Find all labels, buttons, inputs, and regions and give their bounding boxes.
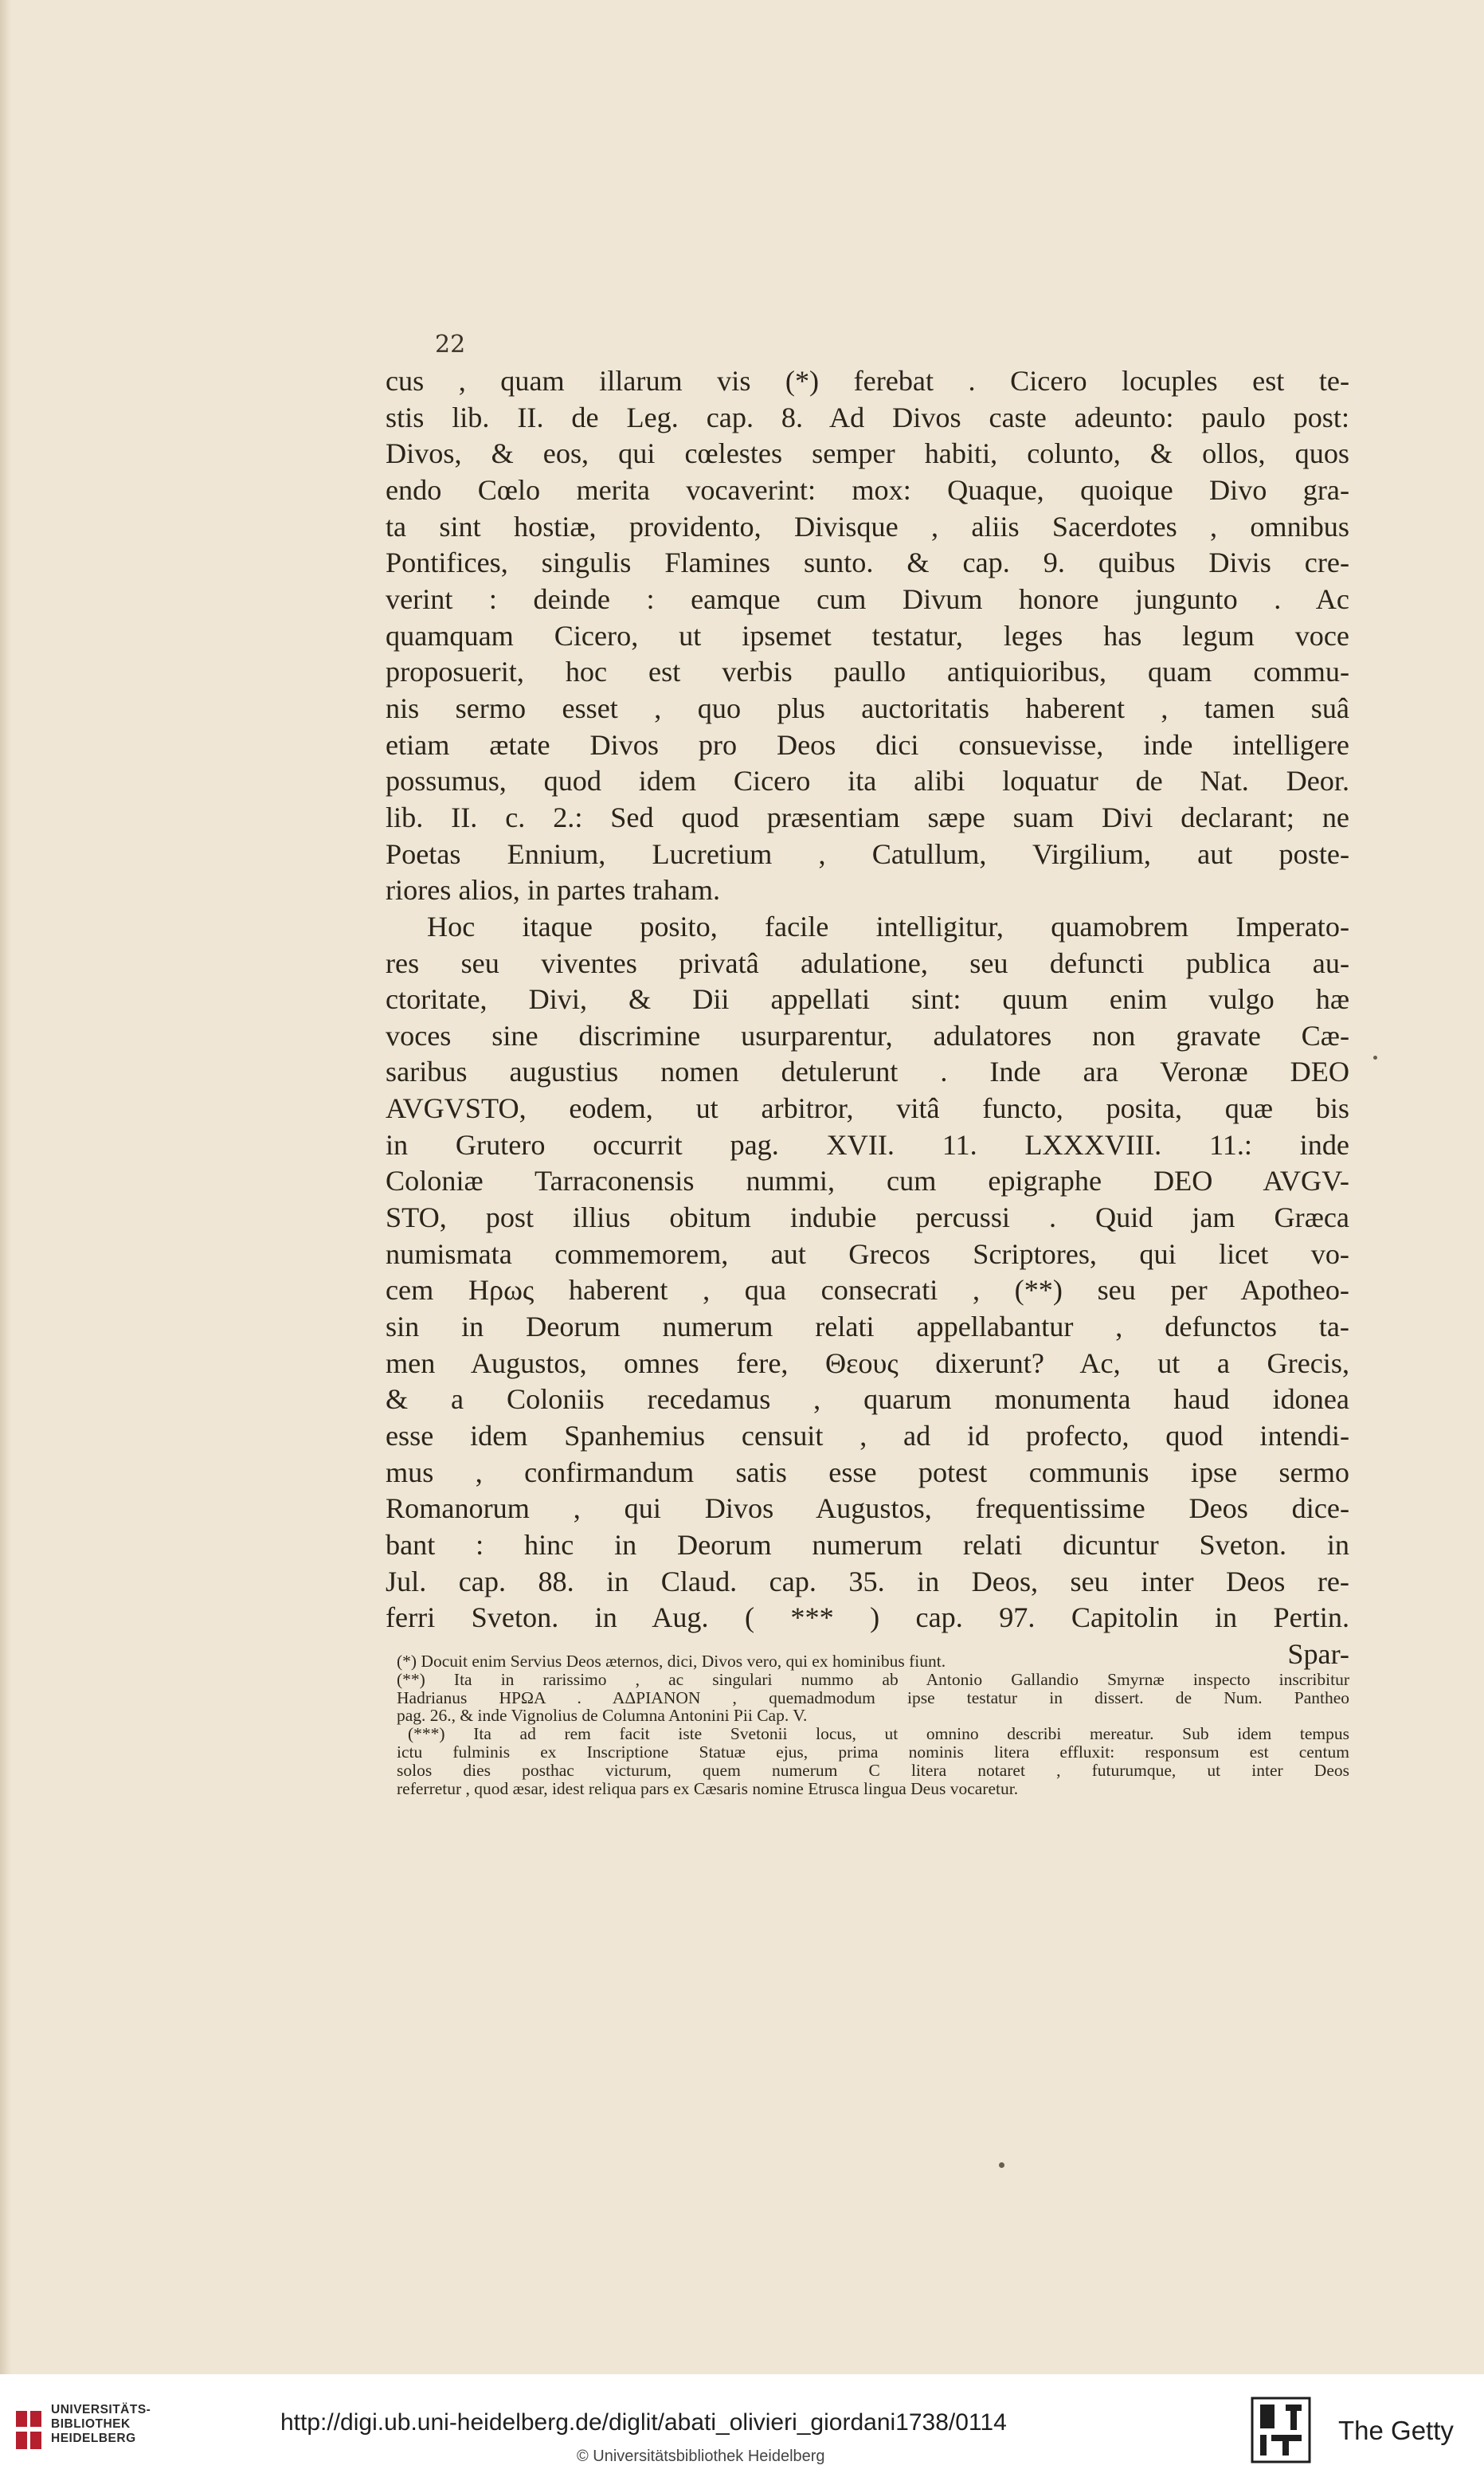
- catchword: Spar-: [1287, 1637, 1349, 1670]
- text-line: ferri Sveton. in Aug. ( *** ) cap. 97. Capitolin in Pertin.: [386, 1601, 1349, 1634]
- text-line: endo Cœlo merita vocaverint: mox: Quaque, quoique Divo gra-: [386, 473, 1349, 506]
- text-line: bant : hinc in Deorum numerum relati dicuntur Sveton. in: [386, 1529, 1349, 1561]
- text-line: verint : deinde : eamque cum Divum honore jungunto . Ac: [386, 582, 1349, 615]
- text-line: riores alios, in partes traham.: [386, 874, 721, 907]
- text-line: sin in Deorum numerum relati appellabantur , defunctos ta-: [386, 1311, 1349, 1343]
- text-line: men Augustos, omnes fere, Θεους dixerunt? Ac, ut a Grecis,: [386, 1346, 1349, 1379]
- footnote-line: pag. 26., & inde Vignolius de Columna Antonini Pii Cap. V.: [397, 1706, 808, 1726]
- footnote-line: (**) Ita in rarissimo , ac singulari nummo ab Antonio Gallandio Smyrnæ inspecto inscribitur: [397, 1669, 1349, 1689]
- scan-speck: [1373, 1056, 1377, 1060]
- scan-speck: [999, 2162, 1004, 2168]
- text-line: Divos, & eos, qui cœlestes semper habiti, colunto, & ollos, quos: [386, 437, 1349, 470]
- text-line: Jul. cap. 88. in Claud. cap. 35. in Deos, seu inter Deos re-: [386, 1565, 1349, 1597]
- text-line: nis sermo esset , quo plus auctoritatis haberent , tamen suâ: [386, 692, 1349, 724]
- page-left-edge: [0, 0, 11, 2374]
- text-line: cus , quam illarum vis (*) ferebat . Cicero locuples est te-: [386, 365, 1349, 397]
- text-line: res seu viventes privatâ adulatione, seu defuncti publica au-: [386, 947, 1349, 979]
- copyright-notice: © Universitätsbibliothek Heidelberg: [577, 2448, 825, 2465]
- text-line: possumus, quod idem Cicero ita alibi loquatur de Nat. Deor.: [386, 765, 1349, 798]
- text-line: lib. II. c. 2.: Sed quod præsentiam sæpe suam Divi declarant; ne: [386, 801, 1349, 833]
- footnote-line: ictu fulminis ex Inscriptione Statuæ ejus, prima nominis litera effluxit: responsum est centum: [397, 1742, 1349, 1762]
- footnotes: [397, 1652, 1349, 1797]
- text-line: esse idem Spanhemius censuit , ad id profecto, quod intendi-: [386, 1420, 1349, 1452]
- footnote-line: solos dies posthac victurum, quem numerum C litera notaret , futurumque, ut inter Deos: [397, 1760, 1349, 1780]
- text-line: Romanorum , qui Divos Augustos, frequentissime Deos dice-: [386, 1492, 1349, 1525]
- text-line: Coloniæ Tarraconensis nummi, cum epigraphe DEO AVGV-: [386, 1165, 1349, 1197]
- partner-name: The Getty: [1338, 2416, 1454, 2445]
- text-line: AVGVSTO, eodem, ut arbitror, vitâ functo, posita, quæ bis: [386, 1092, 1349, 1125]
- footnote-line: referretur , quod æsar, idest reliqua pars ex Cæsaris nomine Etrusca lingua Deus vocaretur.: [397, 1778, 1019, 1798]
- text-line: Pontifices, singulis Flamines sunto. & cap. 9. quibus Divis cre-: [386, 547, 1349, 579]
- footnote-line: (***) Ita ad rem facit iste Svetonii locus, ut omnino describi mereatur. Sub idem tempus: [408, 1724, 1349, 1744]
- university-logo-icon: [13, 2406, 45, 2454]
- text-line: voces sine discrimine usurparentur, adulatores non gravate Cæ-: [386, 1019, 1349, 1052]
- text-line: Hoc itaque posito, facile intelligitur, quamobrem Imperato-: [427, 910, 1349, 943]
- text-line: & a Coloniis recedamus , quarum monumenta haud idonea: [386, 1383, 1349, 1416]
- page-number: 22: [435, 331, 466, 359]
- text-line: quamquam Cicero, ut ipsemet testatur, leges has legum voce: [386, 619, 1349, 652]
- text-line: Poetas Ennium, Lucretium , Catullum, Virgilium, aut poste-: [386, 837, 1349, 870]
- text-line: ta sint hostiæ, providento, Divisque , aliis Sacerdotes , omnibus: [386, 510, 1349, 543]
- text-line: in Grutero occurrit pag. XVII. 11. LXXXVIII. 11.: inde: [386, 1128, 1349, 1161]
- footnote-line: (*) Docuit enim Servius Deos æternos, dici, Divos vero, qui ex hominibus fiunt.: [397, 1652, 946, 1671]
- text-line: STO, post illius obitum indubie percussi . Quid jam Græca: [386, 1201, 1349, 1234]
- text-line: mus , confirmandum satis esse potest communis ipse sermo: [386, 1456, 1349, 1488]
- institution-name: UNIVERSITÄTS- BIBLIOTHEK HEIDELBERG: [51, 2403, 151, 2445]
- footnote-line: Hadrianus ΗΡΩΑ . ΑΔΡΙΑΝΟΝ , quemadmodum ipse testatur in dissert. de Num. Pantheo: [397, 1687, 1349, 1707]
- text-line: etiam ætate Divos pro Deos dici consuevisse, inde intelligere: [386, 728, 1349, 761]
- body-text: [386, 363, 1349, 1673]
- text-line: cem Ηρως haberent , qua consecrati , (**) seu per Apotheo-: [386, 1274, 1349, 1307]
- text-line: stis lib. II. de Leg. cap. 8. Ad Divos caste adeunto: paulo post:: [386, 401, 1349, 433]
- text-line: saribus augustius nomen detulerunt . Inde ara Veronæ DEO: [386, 1056, 1349, 1088]
- text-line: numismata commemorem, aut Grecos Scriptores, qui licet vo-: [386, 1237, 1349, 1270]
- text-line: ctoritate, Divi, & Dii appellati sint: quum enim vulgo hæ: [386, 983, 1349, 1016]
- getty-logo-icon: [1251, 2397, 1311, 2463]
- text-line: proposuerit, hoc est verbis paullo antiquioribus, quam commu-: [386, 656, 1349, 688]
- permalink-url[interactable]: http://digi.ub.uni-heidelberg.de/diglit/abati_olivieri_giordani1738/0114: [280, 2409, 1007, 2436]
